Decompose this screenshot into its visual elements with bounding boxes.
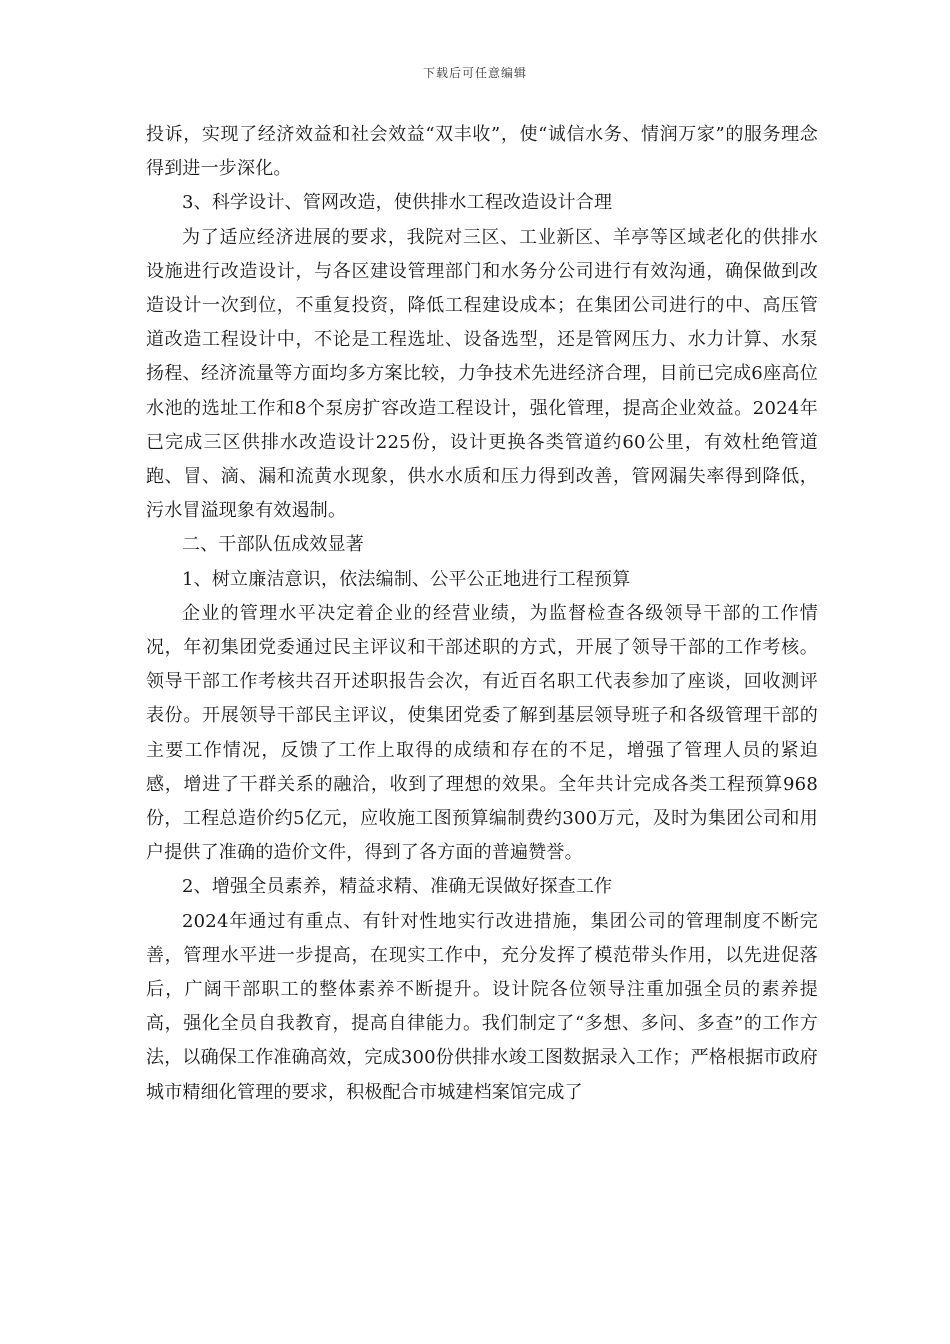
paragraph-design: 为了适应经济进展的要求，我院对三区、工业新区、羊亭等区域老化的供排水设施进行改造设计，与各区建设管理部门和水务分公司进行有效沟通，确保做到改造设计一次到位，不重复投资，降低工程建设成本；在集团公司进行的中、高压管道改造工程设计中，不论是工程选址、设备选型，还是管网压力、水力计算、水泵扬程、经济流量等方面均多方案比较，力争技术先进经济合理，目前已完成6座高位水池的选址工作和8个泵房扩容改造工程设计，强化管理，提高企业效益。2024年已完成三区供排水改造设计225份，设计更换各类管道约60公里，有效杜绝管道跑、冒、滴、漏和流黄水现象，供水水质和压力得到改善，管网漏失率得到降低，污水冒溢现象有效遏制。	[146, 226, 818, 522]
paragraph-continuation: 投诉，实现了经济效益和社会效益“双丰收”，使“诚信水务、情润万家”的服务理念得到进一步深化。	[146, 124, 818, 180]
page-header-note: 下载后可任意编辑	[422, 66, 527, 80]
document-body	[146, 118, 818, 1110]
subsection-heading-survey: 2、增强全员素养，精益求精、准确无误做好探查工作	[182, 876, 613, 898]
section-heading-cadre: 二、干部队伍成效显著	[182, 534, 364, 556]
subsection-heading-budget: 1、树立廉洁意识，依法编制、公平公正地进行工程预算	[182, 568, 631, 590]
paragraph-survey: 2024年通过有重点、有针对性地实行改进措施，集团公司的管理制度不断完善，管理水平进一步提高，在现实工作中，充分发挥了模范带头作用，以先进促落后，广阔干部职工的整体素养不断提升。设计院各位领导注重加强全员的素养提高，强化全员自我教育，提高自律能力。我们制定了“多想、多问、多查”的工作方法，以确保工作准确高效，完成300份供排水竣工图数据录入工作；严格根据市政府城市精细化管理的要求，积极配合市城建档案馆完成了	[146, 910, 818, 1103]
section-heading-design: 3、科学设计、管网改造，使供排水工程改造设计合理	[182, 192, 613, 214]
paragraph-budget: 企业的管理水平决定着企业的经营业绩，为监督检查各级领导干部的工作情况，年初集团党委通过民主评议和干部述职的方式，开展了领导干部的工作考核。领导干部工作考核共召开述职报告会次，有近百名职工代表参加了座谈，回收测评表份。开展领导干部民主评议，使集团党委了解到基层领导班子和各级管理干部的主要工作情况，反馈了工作上取得的成绩和存在的不足，增强了管理人员的紧迫感，增进了干群关系的融洽，收到了理想的效果。全年共计完成各类工程预算968份，工程总造价约5亿元，应收施工图预算编制费约300万元，及时为集团公司和用户提供了准确的造价文件，得到了各方面的普遍赞誉。	[146, 602, 818, 864]
